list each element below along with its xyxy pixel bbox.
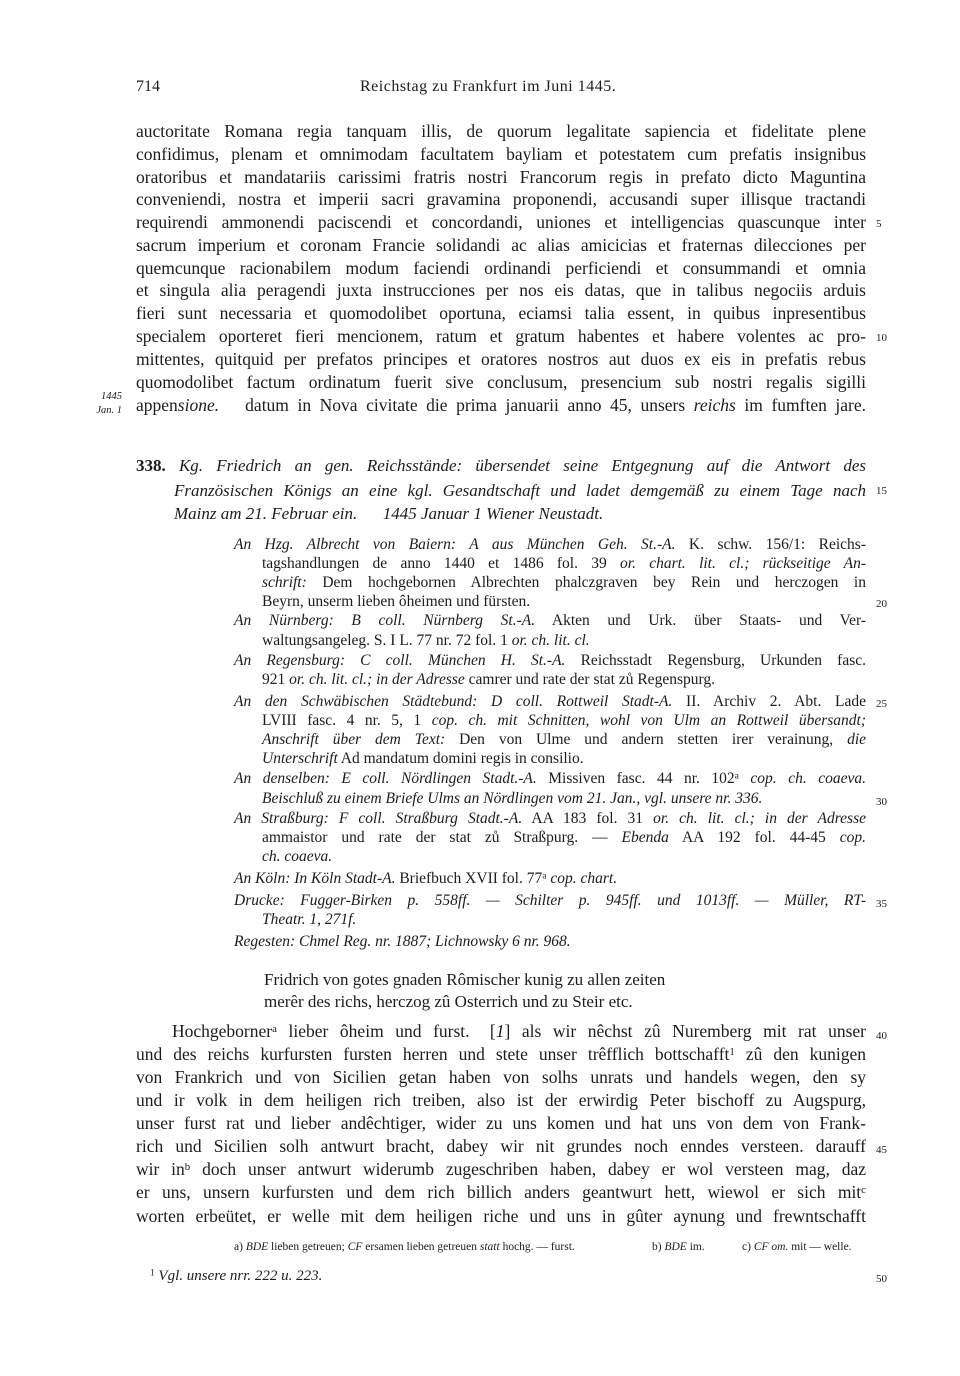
text-segment: K. schw. 156/1: Reichs- [675,536,866,553]
letter-text-line [136,1158,866,1180]
italic-text: or. chart. lit. cl.; rückseitige An- [620,555,867,572]
text-segment: b) [652,1241,665,1253]
text-segment: Reichsstadt Regensburg, Urkunden fasc. [565,652,866,669]
text-segment: und des reichs kurfursten fursten herren und stete unser trêfflich bottschafft [136,1044,730,1064]
text-segment: lieber ôheim und furst. [ [276,1021,496,1041]
italic-text: or. ch. lit. cl.; in der Adresse [289,671,465,688]
italic-text: Kg. Friedrich an gen. Reichsstände: übersendet seine Entgegnung auf die Antwort des [165,456,866,475]
margin-date-note: Jan. 1 [96,405,122,416]
italic-text: schrift: [262,574,307,591]
text-segment: von Frankrich und von Sicilien getan haben von solhs unrats und handels wegen, den sy [136,1067,866,1087]
text-segment: Ad mandatum domini regis in consilio. [337,750,584,767]
text-segment: et singula alia peragendi juxta instrucciones per nos eis datas, que in talibus negociis arduis [136,280,866,300]
italic-text: cop. [839,829,866,846]
text-segment: a) [234,1241,246,1253]
note-marker: 1 [150,1268,155,1279]
text-segment: ] als wir nêchst zû Nuremberg mit rat unser [504,1021,866,1041]
italic-text: Beischluß zu einem Briefe Ulms an Nördlingen vom 21. Jan., vgl. unsere nr. 336. [262,790,763,807]
text-segment: worten erbeütet, er welle mit dem heiligen riche und uns in gûter aynung und frewntschafft [136,1206,866,1226]
letter-text-line [136,1089,866,1111]
italic-text: An Regensburg: C coll. München H. St.-A. [234,652,566,669]
line-number: 35 [876,898,887,910]
text-segment: quemcunque racionabilem modum faciendi ordinandi perficiendi et consummandi et omnia [136,258,866,278]
text-segment: Missiven fasc. 44 nr. 102 [536,770,735,787]
line-number: 45 [876,1144,887,1156]
text-segment: Briefbuch XVII fol. 77 [395,870,543,887]
text-segment: tagshandlungen de anno 1440 et 1486 fol. 39 [262,555,620,572]
italic-text: Drucke: Fugger-Birken p. 558ff. — Schilter p. 945ff. und 1013ff. — Müller, RT- [234,892,866,909]
text-segment: mittentes, quitquid per prefatos principes et oratores nostros aut duos ex eis in prefatis rebus [136,349,866,369]
text-segment: II. Archiv 2. Abt. Lade [672,693,866,710]
text-segment: im fumften jare. [735,395,866,415]
italic-text: Theatr. 1, 271f. [262,911,357,928]
text-segment: Akten und Urk. über Staats- und Ver- [535,612,866,629]
line-number: 40 [876,1030,887,1042]
latin-text-line [136,257,866,279]
latin-text-line [136,371,866,393]
apparatus-line [262,554,866,573]
page-number: 714 [136,78,160,95]
note-marker: 1 [729,1045,735,1058]
apparatus-line [262,828,866,847]
line-number: 20 [876,598,887,610]
text-segment: LVIII fasc. 4 nr. 5, 1 [262,712,432,729]
latin-text-line [136,394,866,416]
line-number: 25 [876,698,887,710]
text-segment: lieben getreuen; [268,1241,348,1253]
text-segment: rich und Sicilien solh antwurt bracht, dabey wir nit grundes noch enndes versteen. darauff [136,1136,866,1156]
line-number: 15 [876,485,887,497]
apparatus-line [234,535,866,554]
address-line [264,991,633,1013]
italic-text: cop. chart. [546,870,618,887]
latin-text-line [136,279,866,301]
italic-text: die [847,731,866,748]
text-segment: hochg. — furst. [499,1241,575,1253]
text-segment: er uns, unsern kurfursten und dem rich billich anders geantwurt hett, wiewol er sich mit [136,1182,862,1202]
text-segment: ammaistor und rate der stat zů Straßpurg. — [262,829,622,846]
italic-text: ch. coaeva. [262,848,333,865]
italic-text: or. ch. lit. cl.; in der Adresse [653,810,866,827]
apparatus-line [262,730,866,749]
text-segment: sacrum imperium et coronam Francie solidandi ac alias amicicias et fraternas dilecciones per [136,235,866,255]
letter-text-line [136,1112,866,1134]
latin-text-line [136,120,866,142]
text-segment: auctoritate Romana regia tanquam illis, de quorum legalitate sapiencia et fidelitate plene [136,121,866,141]
apparatus-line [262,910,866,929]
text-segment: Den von Ulme und andern stetten irer verainung, [445,731,848,748]
entry-heading-line [174,480,866,502]
italic-text: An Straßburg: F coll. Straßburg Stadt.-A. [234,810,523,827]
line-number: 5 [876,218,882,230]
italic-text: An den Schwäbischen Städtebund: D coll. Rottweil Stadt-A. [234,693,673,710]
italic-text: Vgl. unsere nrr. 222 u. 223. [154,1268,323,1284]
text-segment: quomodolibet factum ordinatum fuerit sive conclusum, presencium sub nostri regalis sigilli [136,372,866,392]
text-segment: specialem oporteret fieri mencionem, ratum et gratum habentes et habere volentes ac pro- [136,326,866,346]
italic-text: An Köln: In Köln Stadt-A. [234,870,396,887]
line-number: 10 [876,332,887,344]
italic-text: or. ch. lit. cl. [511,632,590,649]
apparatus-line [262,749,866,768]
entry-heading-line [136,455,866,477]
text-segment: appen [136,395,178,415]
letter-text-line [136,1205,866,1227]
textual-note-c [742,1240,852,1254]
latin-text-line [136,234,866,256]
apparatus-line [234,769,866,788]
letter-text-line [172,1020,866,1042]
text-segment: 921 [262,671,290,688]
apparatus-line [262,573,866,592]
apparatus-line [262,711,866,730]
note-marker: a [272,1022,277,1035]
letter-text-line [136,1181,866,1203]
italic-text: An Nürnberg: B coll. Nürnberg St.-A. [234,612,536,629]
note-marker: c [861,1183,866,1196]
italic-text: cop. ch. coaeva. [738,770,866,787]
margin-year-note: 1445 [101,391,122,402]
footnote [150,1267,322,1285]
text-segment: ersamen lieben getreuen [362,1241,480,1253]
apparatus-line [262,847,866,866]
latin-text-line [136,143,866,165]
italic-text: 1 [495,1021,505,1041]
text-segment: fieri sunt necessaria et quomodolibet oportuna, eciamsi talia essent, in quibus inpresentibus [136,303,866,323]
apparatus-line [262,592,866,611]
entry-heading-line [174,503,866,525]
textual-note-b [652,1240,705,1254]
letter-text-line [136,1066,866,1088]
line-number: 30 [876,796,887,808]
italic-text: An Hzg. Albrecht von Baiern: A aus München Geh. St.-A. [234,536,676,553]
text-segment: doch unser antwurt widerumb zugeschriben haben, dabey er wol versteen mag, daz [190,1159,866,1179]
apparatus-line [234,891,866,910]
text-segment: mit — welle. [788,1241,852,1253]
italic-text: cop. ch. mit Schnitten, wohl von Ulm an Rottweil übersandt; [431,712,866,729]
text-segment: camrer und rate der stat zů Regenspurg. [464,671,715,688]
line-number: 50 [876,1273,887,1285]
italic-text: Französischen Königs an eine kgl. Gesandtschaft und ladet demgemäß zu einem Tage nach [174,481,866,500]
latin-text-line [136,302,866,324]
running-head: Reichstag zu Frankfurt im Juni 1445. [360,78,617,95]
text-segment: waltungsangeleg. S. I L. 77 nr. 72 fol. 1 [262,632,512,649]
apparatus-line [234,809,866,828]
text-segment: confidimus, plenam et omnimodam facultatem bayliam et potestatem cum prefatis insignibus [136,144,866,164]
letter-text-line [136,1043,866,1065]
bold-text: 338. [136,456,166,475]
text-segment: c) [742,1241,754,1253]
apparatus-line [234,932,866,951]
apparatus-line [262,670,866,689]
italic-text: Ebenda [621,829,669,846]
text-segment: conveniendi, nostra et imperii sacri gravamina proponendi, accusandi super illisque tractandi [136,189,866,209]
letter-text-line [136,1135,866,1157]
latin-text-line [136,348,866,370]
latin-text-line [136,166,866,188]
note-marker: a [542,870,547,882]
text-segment: Hochgeborner [172,1021,273,1041]
apparatus-line [262,631,866,650]
text-segment: Dem hochgebornen Albrechten phalczgraven bey Rein und herczogen in [306,574,866,591]
apparatus-line [234,869,866,888]
text-segment: im. [686,1241,705,1253]
italic-text: CF om. [753,1241,789,1253]
apparatus-line [234,692,866,711]
apparatus-line [234,651,866,670]
italic-text: Mainz am 21. Februar ein. 1445 Januar 1 Wiener Neustadt. [174,504,604,523]
text-segment: Beyrn, unserm lieben ôheimen und fürsten. [262,593,531,610]
italic-text: BDE [245,1241,269,1253]
italic-text: reichs [693,395,736,415]
latin-text-line [136,188,866,210]
text-segment: oratoribus et mandatariis carissimi fratris nostri Francorum regis in prefato dicto Maguntina [136,167,866,187]
italic-text: Regesten: Chmel Reg. nr. 1887; Lichnowsky 6 nr. 968. [234,933,571,950]
text-segment: requirendi ammonendi paciscendi et concordandi, uniones et intelligencias quascunque inter [136,212,866,232]
italic-text: BDE [664,1241,687,1253]
address-line [264,969,665,991]
italic-text: sione. [177,395,220,415]
italic-text: Anschrift über dem Text: [262,731,446,748]
text-segment: AA 192 fol. 44-45 [668,829,840,846]
text-segment: datum in Nova civitate die prima januarii anno 45, unsers [219,395,694,415]
text-segment: AA 183 fol. 31 [522,810,654,827]
textual-note-a [234,1240,575,1254]
note-marker: a [734,770,739,782]
text-segment: merêr des richs, herczog zû Osterrich und zu Steir etc. [264,992,633,1011]
italic-text: CF [347,1241,363,1253]
text-segment: wir in [136,1159,185,1179]
apparatus-line [234,611,866,630]
text-segment: unser furst rat und lieber andêchtiger, wider zu uns komen und hat uns von dem von Frank- [136,1113,866,1133]
italic-text: Unterschrift [262,750,338,767]
text-segment: und ir volk in dem heiligen rich treiben, also ist der erwirdig Peter bischoff zu Augspurg, [136,1090,866,1110]
italic-text: statt [479,1241,500,1253]
text-segment: zû den kunigen [734,1044,866,1064]
latin-text-line [136,211,866,233]
note-marker: b [184,1160,191,1173]
italic-text: An denselben: E coll. Nördlingen Stadt.-A. [234,770,537,787]
apparatus-line [262,789,866,808]
latin-text-line [136,325,866,347]
text-segment: Fridrich von gotes gnaden Rômischer kunig zu allen zeiten [264,970,666,989]
